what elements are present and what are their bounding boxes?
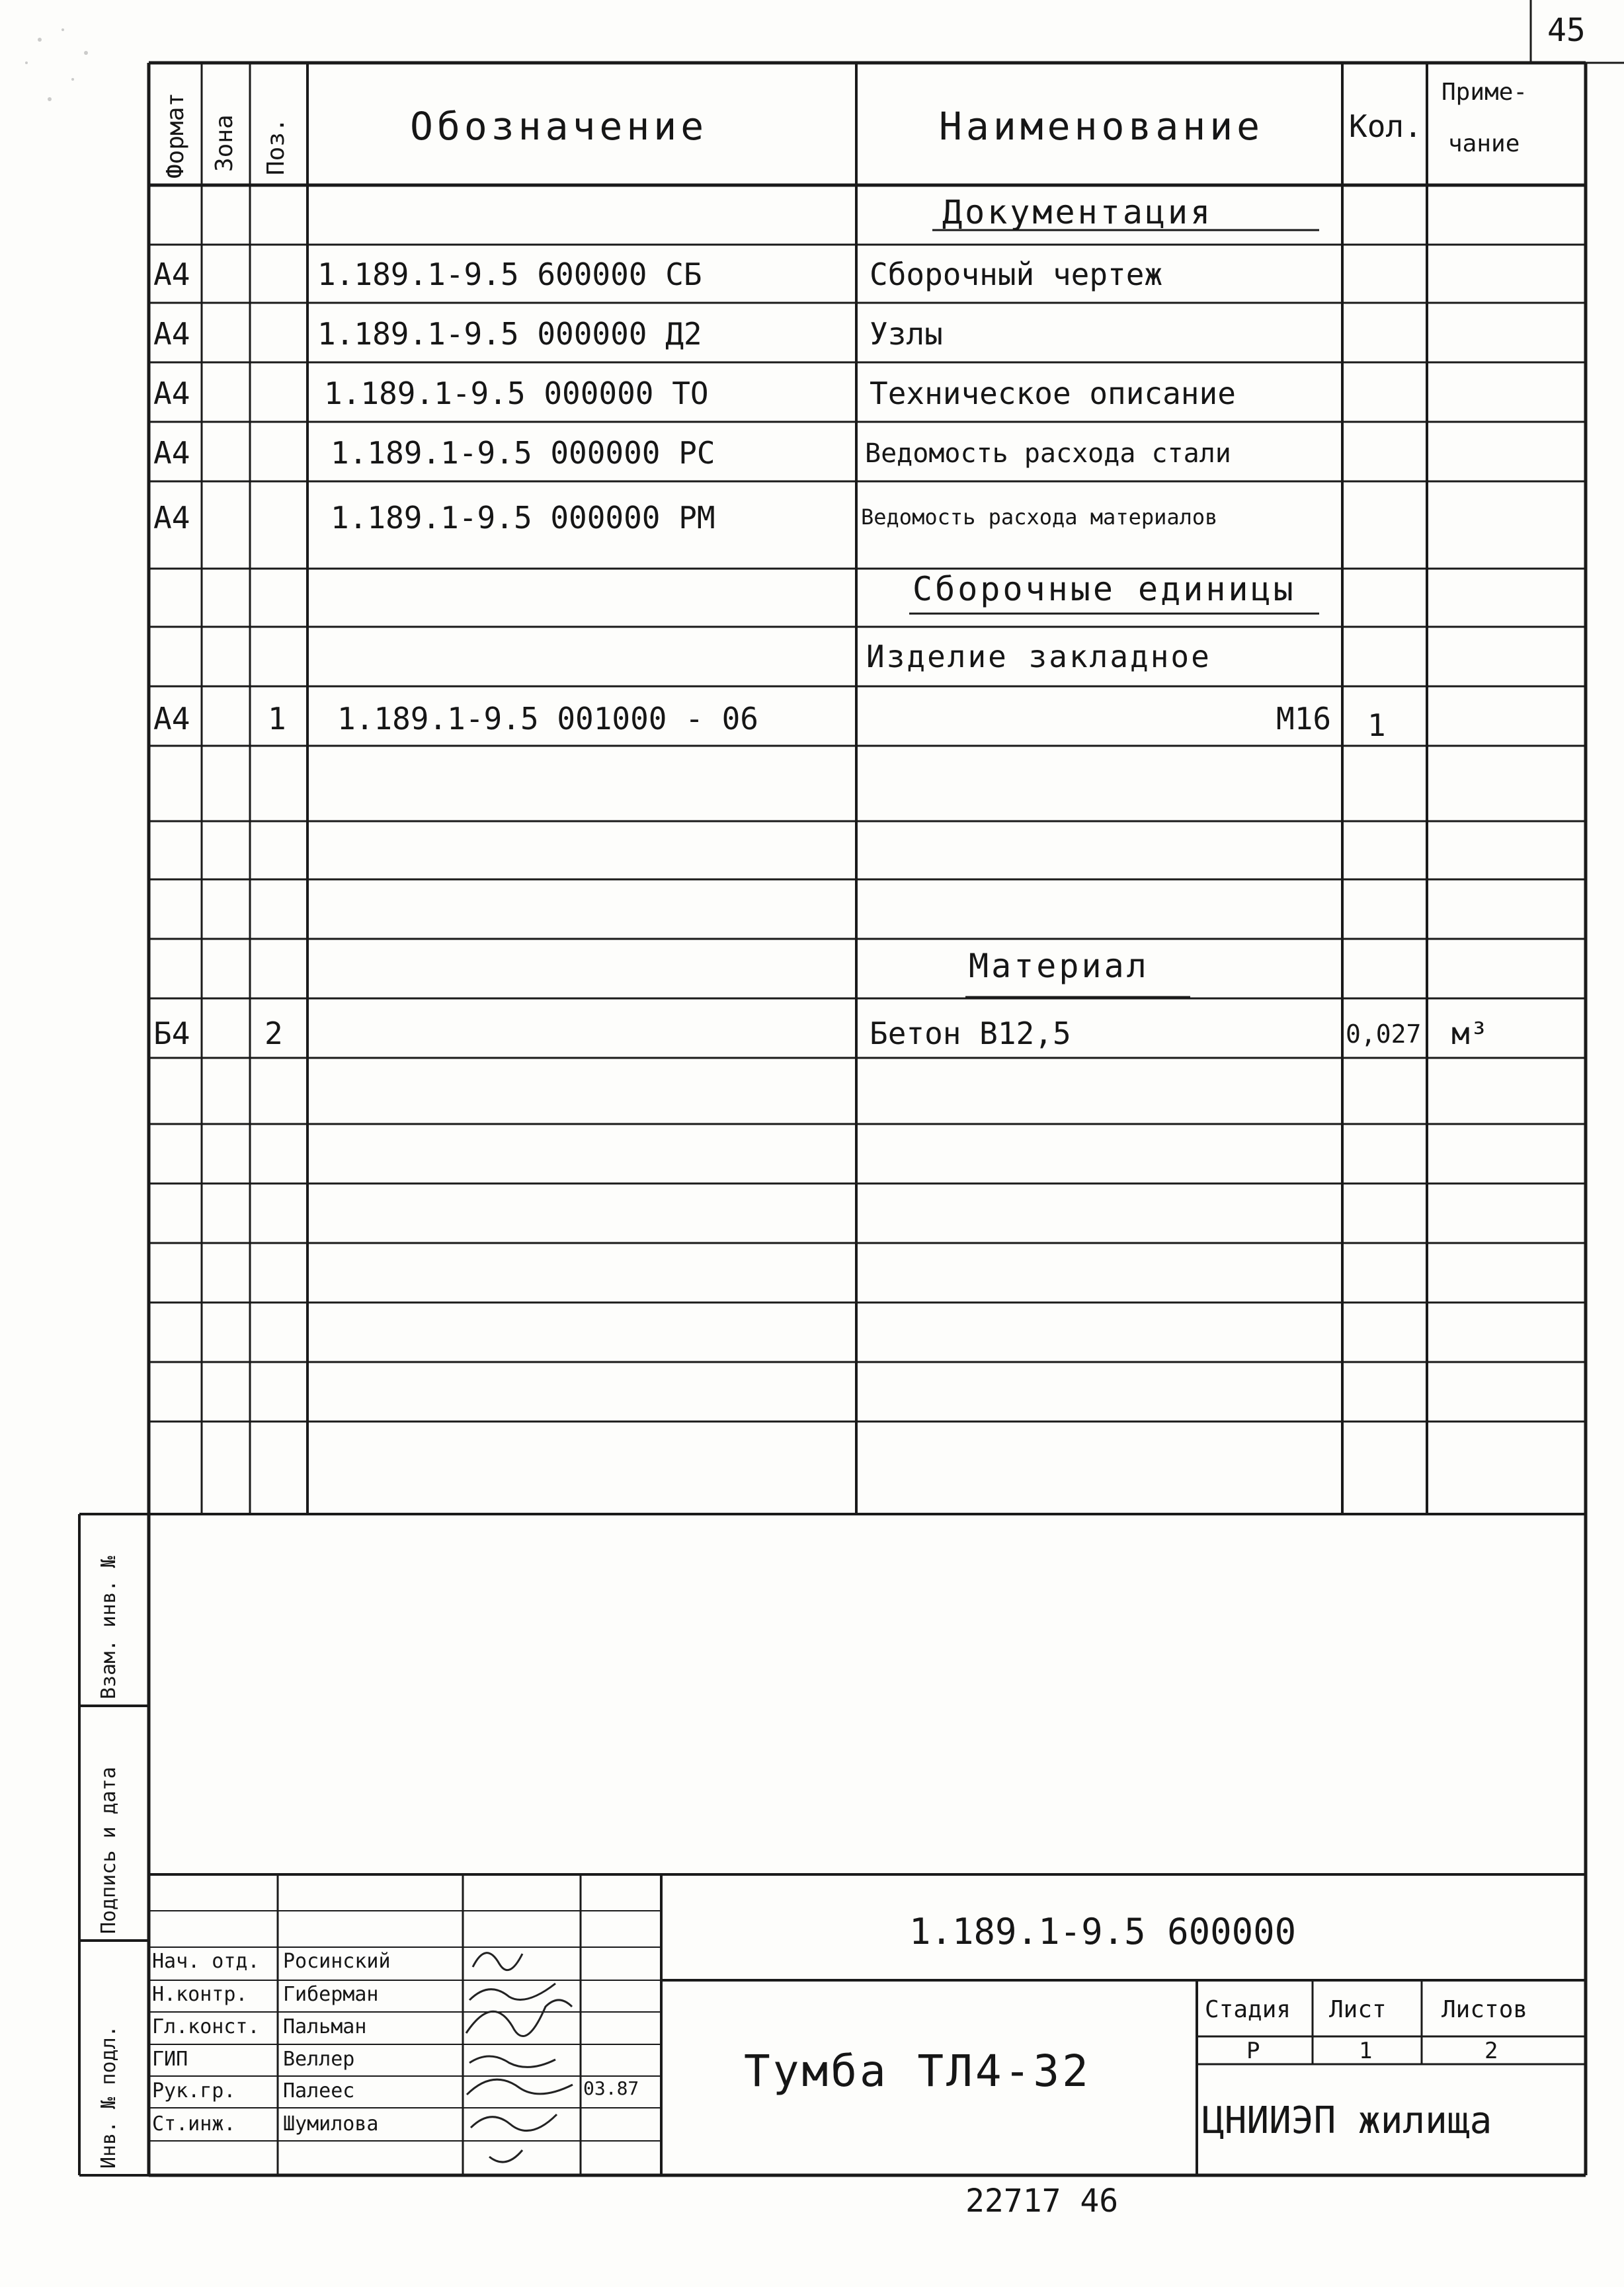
row-designation: 1.189.1-9.5 000000 ТО bbox=[324, 376, 709, 411]
header-qty: Кол. bbox=[1349, 108, 1422, 144]
header-designation: Обозначение bbox=[410, 104, 708, 149]
header-note-2: чание bbox=[1448, 130, 1520, 157]
row-format: А4 bbox=[153, 376, 190, 411]
person-name: Пальман bbox=[283, 2015, 367, 2038]
row-note: м³ bbox=[1451, 1016, 1488, 1051]
row-format: А4 bbox=[153, 701, 190, 737]
page-number: 45 bbox=[1547, 12, 1586, 49]
row-qty: 1 bbox=[1367, 707, 1386, 743]
stamp-replaced-inv: Взам. инв. № bbox=[97, 1556, 120, 1699]
row-designation: 1.189.1-9.5 600000 СБ bbox=[317, 257, 702, 292]
header-name: Наименование bbox=[939, 104, 1264, 149]
header-note-1: Приме- bbox=[1441, 79, 1528, 106]
person-name: Гиберман bbox=[283, 1983, 379, 2006]
row-name: Бетон В12,5 bbox=[870, 1016, 1071, 1051]
row-name: Ведомость расхода материалов bbox=[861, 504, 1218, 530]
role-label: ГИП bbox=[152, 2048, 188, 2071]
role-label: Ст.инж. bbox=[152, 2112, 236, 2136]
row-format: А4 bbox=[153, 257, 190, 292]
stamp-original-inv: Инв. № подл. bbox=[97, 2025, 120, 2169]
person-name: Палеес bbox=[283, 2079, 355, 2103]
sheets-value: 2 bbox=[1484, 2038, 1498, 2064]
person-name: Веллер bbox=[283, 2048, 355, 2071]
row-name: Сборочный чертеж bbox=[870, 257, 1163, 292]
doc-code: 1.189.1-9.5 600000 bbox=[909, 1911, 1297, 1952]
stage-value: Р bbox=[1246, 2038, 1260, 2064]
row-format: Б4 bbox=[153, 1016, 190, 1051]
header-zone: Зона bbox=[211, 114, 238, 172]
row-format: А4 bbox=[153, 316, 190, 352]
header-format: Формат bbox=[162, 92, 189, 179]
row-format: А4 bbox=[153, 500, 190, 536]
row-name: Ведомость расхода стали bbox=[865, 438, 1231, 469]
row-pos: 1 bbox=[268, 701, 286, 737]
role-label: Рук.гр. bbox=[152, 2079, 236, 2103]
header-pos: Поз. bbox=[263, 118, 290, 175]
row-designation: 1.189.1-9.5 000000 РС bbox=[331, 435, 715, 471]
row-designation: 1.189.1-9.5 000000 Д2 bbox=[317, 316, 702, 352]
sheet-value: 1 bbox=[1359, 2038, 1373, 2064]
row-designation: 1.189.1-9.5 000000 РМ bbox=[331, 500, 715, 536]
row-name: Техническое описание bbox=[870, 376, 1236, 411]
row-qty: 0,027 bbox=[1346, 1020, 1422, 1049]
stamp-signature-date: Подпись и дата bbox=[97, 1767, 120, 1934]
row-format: А4 bbox=[153, 435, 190, 471]
organization: ЦНИИЭП жилища bbox=[1202, 2099, 1492, 2142]
section-documentation: Документация bbox=[942, 193, 1213, 231]
role-label: Гл.конст. bbox=[152, 2015, 260, 2038]
person-name: Росинский bbox=[283, 1950, 391, 1973]
stage-label: Стадия bbox=[1205, 1996, 1291, 2023]
row-name: М16 bbox=[1276, 701, 1332, 737]
section-assembly-units: Сборочные единицы bbox=[913, 570, 1296, 608]
footer-number: 22717 46 bbox=[965, 2183, 1119, 2220]
section-material: Материал bbox=[969, 947, 1149, 985]
row-pos: 2 bbox=[264, 1016, 283, 1051]
sheets-label: Листов bbox=[1441, 1996, 1528, 2023]
row-designation: 1.189.1-9.5 001000 - 06 bbox=[337, 701, 758, 737]
sheet-label: Лист bbox=[1329, 1996, 1387, 2023]
role-label: Нач. отд. bbox=[152, 1950, 260, 1973]
item-group-name: Изделие закладное bbox=[866, 639, 1211, 674]
row-name: Узлы bbox=[870, 316, 943, 352]
role-label: Н.контр. bbox=[152, 1983, 248, 2006]
doc-title: Тумба ТЛ4-32 bbox=[744, 2046, 1091, 2097]
approval-date: 03.87 bbox=[583, 2077, 639, 2099]
person-name: Шумилова bbox=[283, 2112, 379, 2136]
